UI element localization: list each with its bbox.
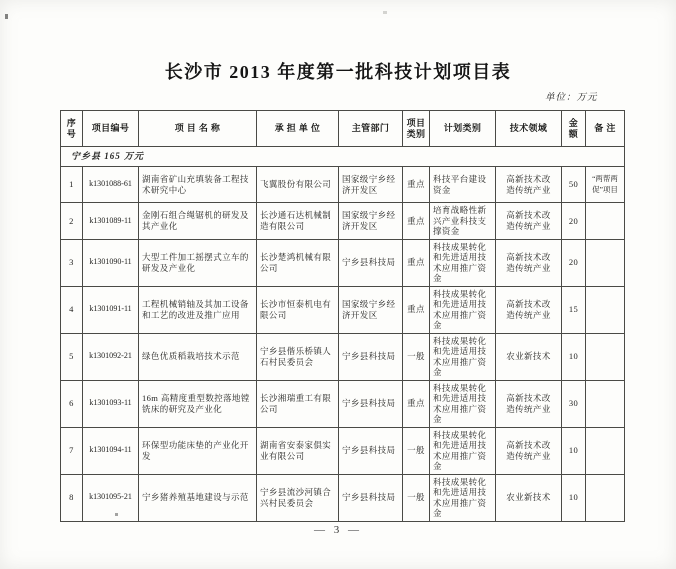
table-row xyxy=(61,380,625,427)
table-body xyxy=(61,147,625,522)
cell-seq: 6 xyxy=(61,380,83,427)
cell-undertaker: 宁乡县偕乐桥镇人石村民委员会 xyxy=(257,333,339,380)
table-row xyxy=(61,167,625,203)
cell-seq: 4 xyxy=(61,286,83,333)
cell-category: 重点 xyxy=(403,286,430,333)
scan-artifact xyxy=(5,14,8,19)
table-row xyxy=(61,427,625,474)
cell-category: 一般 xyxy=(403,474,430,521)
cell-code: k1301090-11 xyxy=(83,239,139,286)
cell-remark xyxy=(586,333,625,380)
cell-category: 重点 xyxy=(403,167,430,203)
cell-plan-type: 科技平台建设资金 xyxy=(430,167,496,203)
cell-amount: 50 xyxy=(562,167,586,203)
cell-department: 国家级宁乡经济开发区 xyxy=(339,167,403,203)
cell-remark xyxy=(586,380,625,427)
table-header xyxy=(61,111,625,147)
table-row xyxy=(61,333,625,380)
cell-amount: 10 xyxy=(562,427,586,474)
cell-undertaker: 长沙市恒泰机电有限公司 xyxy=(257,286,339,333)
cell-code: k1301091-11 xyxy=(83,286,139,333)
header-amount: 金额 xyxy=(562,111,586,147)
cell-category: 重点 xyxy=(403,239,430,286)
cell-code: k1301093-11 xyxy=(83,380,139,427)
cell-plan-type: 培育战略性新兴产业科技支撑资金 xyxy=(430,203,496,240)
cell-undertaker: 湖南省安泰家俱实业有限公司 xyxy=(257,427,339,474)
cell-seq: 8 xyxy=(61,474,83,521)
scan-artifact xyxy=(383,11,387,14)
cell-name: 宁乡猪养殖基地建设与示范 xyxy=(139,474,257,521)
cell-category: 重点 xyxy=(403,380,430,427)
cell-seq: 3 xyxy=(61,239,83,286)
cell-category: 一般 xyxy=(403,333,430,380)
cell-category: 一般 xyxy=(403,427,430,474)
page-title: 长沙市 2013 年度第一批科技计划项目表 xyxy=(164,62,512,82)
cell-plan-type: 科技成果转化和先进适用技术应用推广资金 xyxy=(430,427,496,474)
cell-name: 湖南省矿山充填装备工程技术研究中心 xyxy=(139,167,257,203)
cell-code: k1301094-11 xyxy=(83,427,139,474)
cell-remark xyxy=(586,427,625,474)
table-row xyxy=(61,474,625,521)
cell-department: 国家级宁乡经济开发区 xyxy=(339,203,403,240)
cell-seq: 7 xyxy=(61,427,83,474)
cell-remark xyxy=(586,474,625,521)
cell-amount: 20 xyxy=(562,203,586,240)
cell-seq: 5 xyxy=(61,333,83,380)
unit-label: 单位：万元 xyxy=(545,93,598,103)
cell-remark xyxy=(586,203,625,240)
table-row xyxy=(61,239,625,286)
cell-category: 重点 xyxy=(403,203,430,240)
cell-remark xyxy=(586,239,625,286)
cell-plan-type: 科技成果转化和先进适用技术应用推广资金 xyxy=(430,239,496,286)
cell-plan-type: 科技成果转化和先进适用技术应用推广资金 xyxy=(430,380,496,427)
cell-tech-field: 高新技术改造传统产业 xyxy=(496,203,562,240)
cell-plan-type: 科技成果转化和先进适用技术应用推广资金 xyxy=(430,474,496,521)
cell-undertaker: 宁乡县流沙河镇合兴村民委员会 xyxy=(257,474,339,521)
cell-amount: 20 xyxy=(562,239,586,286)
cell-department: 宁乡县科技局 xyxy=(339,333,403,380)
cell-code: k1301089-11 xyxy=(83,203,139,240)
cell-name: 绿色优质稻栽培技术示范 xyxy=(139,333,257,380)
group-row xyxy=(61,147,625,167)
cell-tech-field: 高新技术改造传统产业 xyxy=(496,380,562,427)
cell-amount: 10 xyxy=(562,333,586,380)
cell-department: 宁乡县科技局 xyxy=(339,380,403,427)
project-table-wrap xyxy=(60,110,624,522)
table-row xyxy=(61,203,625,240)
page-number: — 3 — xyxy=(314,524,362,536)
header-code: 项目编号 xyxy=(83,111,139,147)
table-row xyxy=(61,286,625,333)
cell-name: 大型工件加工摇摆式立车的研发及产业化 xyxy=(139,239,257,286)
header-category: 项目类别 xyxy=(403,111,430,147)
cell-undertaker: 长沙湘瑞重工有限公司 xyxy=(257,380,339,427)
cell-undertaker: 长沙通石达机械制造有限公司 xyxy=(257,203,339,240)
project-table xyxy=(60,110,625,522)
cell-name: 16m 高精度重型数控落地镗铣床的研究及产业化 xyxy=(139,380,257,427)
cell-amount: 10 xyxy=(562,474,586,521)
header-department: 主管部门 xyxy=(339,111,403,147)
cell-amount: 30 xyxy=(562,380,586,427)
cell-plan-type: 科技成果转化和先进适用技术应用推广资金 xyxy=(430,286,496,333)
cell-plan-type: 科技成果转化和先进适用技术应用推广资金 xyxy=(430,333,496,380)
cell-code: k1301092-21 xyxy=(83,333,139,380)
cell-seq: 2 xyxy=(61,203,83,240)
header-tech-field: 技术领域 xyxy=(496,111,562,147)
cell-undertaker: 飞翼股份有限公司 xyxy=(257,167,339,203)
cell-department: 宁乡县科技局 xyxy=(339,427,403,474)
header-remark: 备 注 xyxy=(586,111,625,147)
cell-name: 工程机械销轴及其加工设备和工艺的改进及推广应用 xyxy=(139,286,257,333)
cell-code: k1301088-61 xyxy=(83,167,139,203)
cell-undertaker: 长沙楚鸿机械有限公司 xyxy=(257,239,339,286)
cell-department: 宁乡县科技局 xyxy=(339,474,403,521)
header-plan-type: 计划类别 xyxy=(430,111,496,147)
cell-remark xyxy=(586,286,625,333)
header-seq: 序号 xyxy=(61,111,83,147)
cell-department: 国家级宁乡经济开发区 xyxy=(339,286,403,333)
group-row-label: 宁乡县 165 万元 xyxy=(61,147,625,167)
cell-remark: “两帮两促”项目 xyxy=(586,167,625,203)
cell-department: 宁乡县科技局 xyxy=(339,239,403,286)
cell-tech-field: 高新技术改造传统产业 xyxy=(496,239,562,286)
cell-seq: 1 xyxy=(61,167,83,203)
header-undertaker: 承 担 单 位 xyxy=(257,111,339,147)
header-name: 项 目 名 称 xyxy=(139,111,257,147)
cell-tech-field: 农业新技术 xyxy=(496,333,562,380)
cell-code: k1301095-21 xyxy=(83,474,139,521)
cell-name: 环保型功能床垫的产业化开发 xyxy=(139,427,257,474)
cell-tech-field: 高新技术改造传统产业 xyxy=(496,427,562,474)
cell-name: 金刚石组合绳锯机的研发及其产业化 xyxy=(139,203,257,240)
cell-tech-field: 高新技术改造传统产业 xyxy=(496,286,562,333)
cell-tech-field: 农业新技术 xyxy=(496,474,562,521)
header-row xyxy=(61,111,625,147)
cell-tech-field: 高新技术改造传统产业 xyxy=(496,167,562,203)
cell-amount: 15 xyxy=(562,286,586,333)
